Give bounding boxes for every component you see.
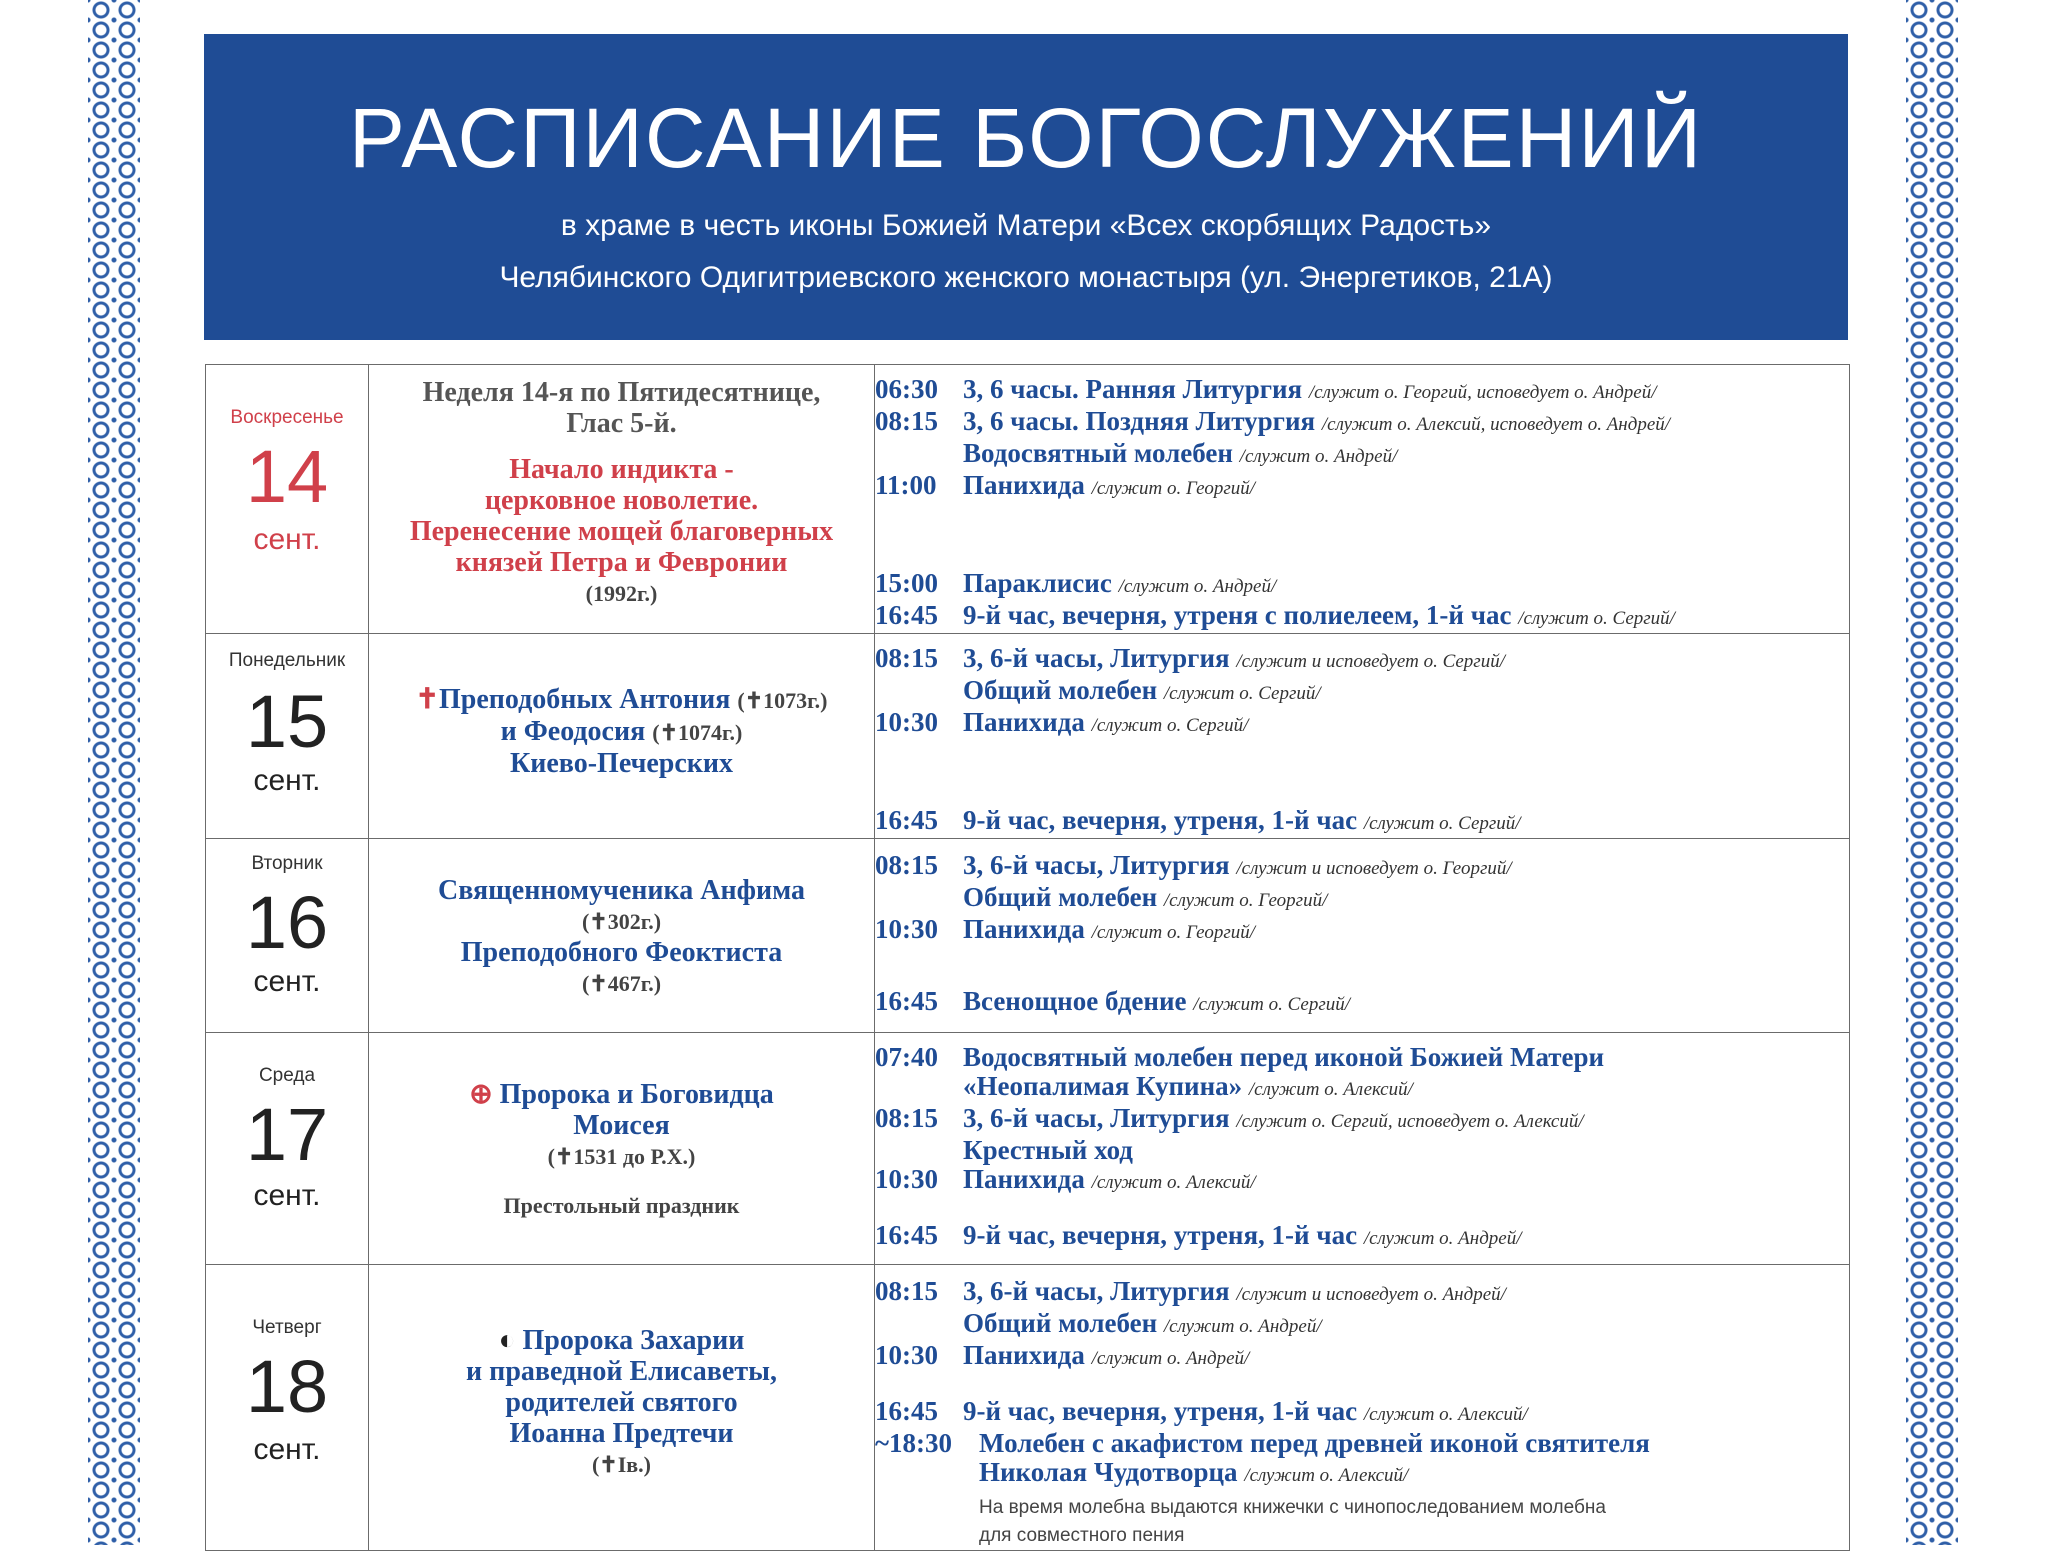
feast-line: Неделя 14-я по Пятидесятнице, [422,377,821,408]
feast-year: (1992г.) [585,581,658,606]
day-cell [206,634,369,839]
red-cross-circle-icon: ⊕ [469,1079,493,1110]
weekday: Воскресенье [230,407,344,428]
service-line: 11:00 Панихида /служит о. Георгий/ [875,470,1256,500]
right-ornament-border [1906,0,1958,1545]
feast-line: родителей святого [505,1387,738,1418]
weekday: Вторник [251,853,323,874]
feast-cell [369,1265,875,1551]
day-number: 17 [245,1093,329,1176]
service-line: Крестный ход [963,1135,1133,1165]
services-cell [875,1033,1850,1265]
subtitle-monastery: Челябинского Одигитриевского женского монастыря (ул. Энергетиков, 21А) [499,261,1553,294]
day-row-15 [206,634,1850,839]
schedule-table [205,364,1850,1551]
day-row-17 [206,1033,1850,1265]
feast-cell [369,365,875,634]
feast-line: церковное новолетие. [484,485,759,516]
day-number: 16 [245,881,329,964]
service-note: для совместного пения [979,1525,1185,1546]
month: сент. [253,1433,321,1466]
feast-year: (✝302г.) [581,909,662,934]
feast-line: ✝Преподобных Антония (✝1073г.) [415,684,828,715]
services-cell [875,365,1850,634]
service-note: На время молебна выдаются книжечки с чинопоследованием молебна [979,1497,1606,1518]
service-line: 08:15 3, 6 часы. Поздняя Литургия /служит о. Алексий, исповедует о. Андрей/ [875,406,1671,436]
red-cross-icon: ✝ [415,684,439,715]
service-line: Водосвятный молебен /служит о. Андрей/ [963,438,1398,468]
service-line: 10:30 Панихида /служит о. Андрей/ [875,1340,1250,1370]
day-cell [206,365,369,634]
month: сент. [253,965,321,998]
day-number: 18 [245,1345,329,1428]
service-line: «Неопалимая Купина» /служит о. Алексий/ [963,1071,1413,1101]
service-line: Общий молебен /служит о. Сергий/ [963,675,1321,705]
service-line: 15:00 Параклисис /служит о. Андрей/ [875,568,1277,598]
feast-line: и Феодосия (✝1074г.) [500,716,743,747]
feast-year: (✝467г.) [581,971,662,996]
feast-line: Киево-Печерских [509,748,734,779]
service-line: Общий молебен /служит о. Георгий/ [963,882,1328,912]
feast-cell [369,839,875,1033]
feast-year: (✝Iв.) [591,1452,652,1477]
subtitle-church: в храме в честь иконы Божией Матери «Всех скорбящих Радость» [560,209,1492,242]
services-cell [875,839,1850,1033]
feast-line: князей Петра и Февронии [455,547,788,578]
feast-note: Престольный праздник [503,1193,740,1218]
weekday: Среда [258,1065,316,1086]
feast-line: ◐ Пророка Захарии [498,1325,745,1356]
day-cell [206,1033,369,1265]
service-line: 08:15 3, 6-й часы, Литургия /служит и исповедует о. Сергий/ [875,643,1505,673]
feast-line: Перенесение мощей благоверных [409,516,834,547]
feast-cell [369,634,875,839]
weekday: Четверг [252,1317,322,1338]
service-line: 16:45 Всенощное бдение /служит о. Сергий/ [875,986,1351,1016]
feast-cell [369,1033,875,1265]
service-line: 16:45 9-й час, вечерня, утреня, 1-й час /служит о. Сергий/ [875,805,1521,835]
day-row-16 [206,839,1850,1033]
service-line: Общий молебен /служит о. Андрей/ [963,1308,1322,1338]
day-number: 15 [245,680,329,763]
month: сент. [253,764,321,797]
month: сент. [253,523,321,556]
service-line: 08:15 3, 6-й часы, Литургия /служит о. Сергий, исповедует о. Алексий/ [875,1103,1584,1133]
service-line: 10:30 Панихида /служит о. Алексий/ [875,1164,1256,1194]
feast-line: Иоанна Предтечи [509,1418,734,1449]
feast-year: (✝1531 до Р.Х.) [547,1144,696,1169]
service-line: 07:40 Водосвятный молебен перед иконой Божией Матери [875,1042,1605,1072]
feast-line: Начало индикта - [509,454,734,485]
service-line: Николая Чудотворца /служит о. Алексий/ [979,1457,1409,1487]
service-line: 16:45 9-й час, вечерня, утреня, 1-й час /служит о. Андрей/ [875,1220,1522,1250]
month: сент. [253,1179,321,1212]
half-circle-icon: ◐ [498,1325,516,1356]
feast-line: Глас 5-й. [566,408,677,439]
feast-line: Священномученика Анфима [438,875,805,906]
service-line: 08:15 3, 6-й часы, Литургия /служит и исповедует о. Андрей/ [875,1276,1506,1306]
day-row-14 [206,365,1850,634]
weekday: Понедельник [228,650,346,671]
feast-line: Преподобного Феоктиста [460,937,783,968]
services-cell [875,634,1850,839]
service-line: 10:30 Панихида /служит о. Сергий/ [875,707,1249,737]
service-line: ~18:30 Молебен с акафистом перед древней иконой святителя [875,1428,1650,1458]
service-line: 06:30 3, 6 часы. Ранняя Литургия /служит о. Георгий, исповедует о. Андрей/ [875,374,1657,404]
schedule-header [204,34,1848,340]
page-title: РАСПИСАНИЕ БОГОСЛУЖЕНИЙ [348,91,1704,185]
left-ornament-border [88,0,140,1545]
day-cell [206,839,369,1033]
feast-line: Моисея [573,1110,670,1141]
day-cell [206,1265,369,1551]
service-line: 16:45 9-й час, вечерня, утреня с полиелеем, 1-й час /служит о. Сергий/ [875,600,1675,630]
service-line: 08:15 3, 6-й часы, Литургия /служит и исповедует о. Георгий/ [875,850,1512,880]
feast-line: и праведной Елисаветы, [466,1356,777,1387]
service-line: 16:45 9-й час, вечерня, утреня, 1-й час /служит о. Алексий/ [875,1396,1528,1426]
day-number: 14 [245,435,329,518]
day-row-18 [206,1265,1850,1551]
services-cell [875,1265,1850,1551]
feast-line: ⊕ Пророка и Боговидца [469,1079,774,1110]
service-line: 10:30 Панихида /служит о. Георгий/ [875,914,1256,944]
